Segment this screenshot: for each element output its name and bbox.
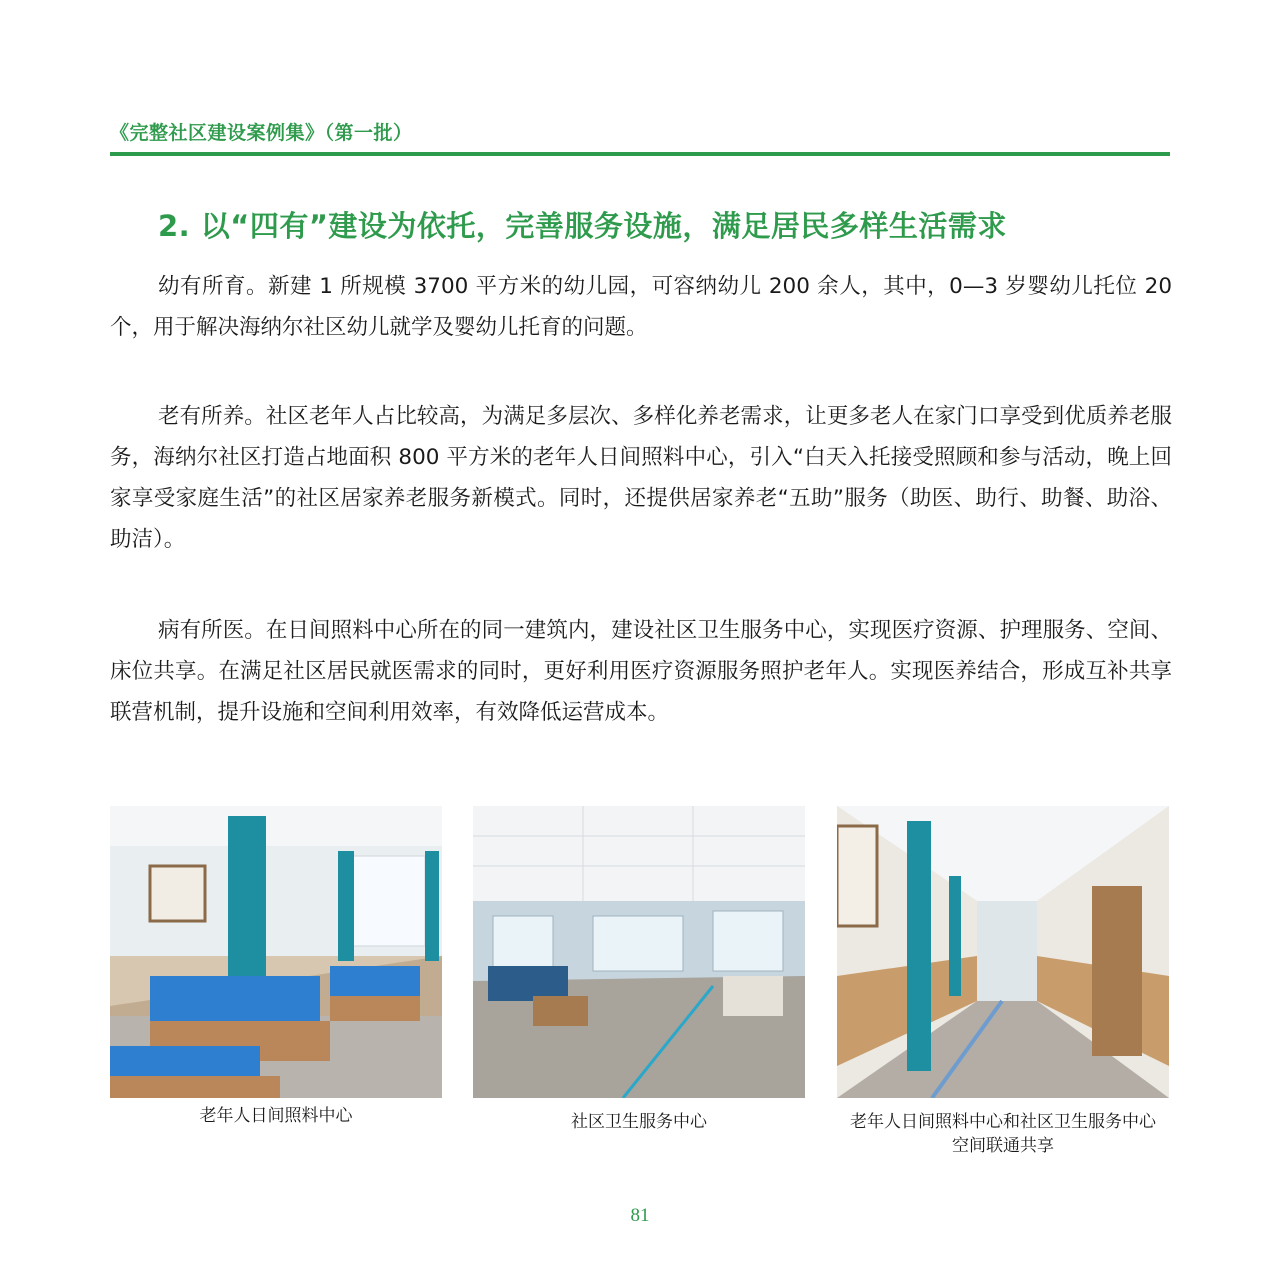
photo-day-care-bedroom — [110, 806, 442, 1098]
photo-caption-day-care: 老年人日间照料中心 — [199, 1106, 353, 1126]
photo-caption-shared-space — [812, 1110, 1194, 1158]
photo-connecting-corridor — [837, 806, 1169, 1098]
paragraph-elderly-care: 老有所养。社区老年人占比较高，为满足多层次、多样化养老需求，让更多老人在家门口享受到优质养老服务，海纳尔社区打造占地面积 800 平方米的老年人日间照料中心，引入“白天入托接受照顾和参与活动，晚上回家享受家庭生活”的社区居家养老服务新模式。同时，还提供居家养老“五助”服务（助医、助行、助餐、助浴、助洁）。 — [110, 404, 1172, 552]
running-header-title: 《完整社区建设案例集》（第一批） — [110, 122, 413, 144]
photo-caption-shared-space-line1: 老年人日间照料中心和社区卫生服务中心 — [850, 1112, 1156, 1132]
page-number: 81 — [630, 1205, 650, 1226]
photo-caption-health-center: 社区卫生服务中心 — [571, 1112, 707, 1132]
header-divider — [110, 152, 1170, 156]
paragraph-medical-care: 病有所医。在日间照料中心所在的同一建筑内，建设社区卫生服务中心，实现医疗资源、护理服务、空间、床位共享。在满足社区居民就医需求的同时，更好利用医疗资源服务照护老年人。实现医养结合，形成互补共享联营机制，提升设施和空间利用效率，有效降低运营成本。 — [110, 618, 1172, 725]
paragraph-childcare: 幼有所育。新建 1 所规模 3700 平方米的幼儿园，可容纳幼儿 200 余人，其中，0—3 岁婴幼儿托位 20 个，用于解决海纳尔社区幼儿就学及婴幼儿托育的问题。 — [110, 274, 1172, 340]
section-heading: 2. 以“四有”建设为依托，完善服务设施，满足居民多样生活需求 — [158, 209, 1007, 243]
photo-caption-shared-space-line2: 空间联通共享 — [952, 1136, 1054, 1156]
photo-health-service-center — [473, 806, 805, 1098]
